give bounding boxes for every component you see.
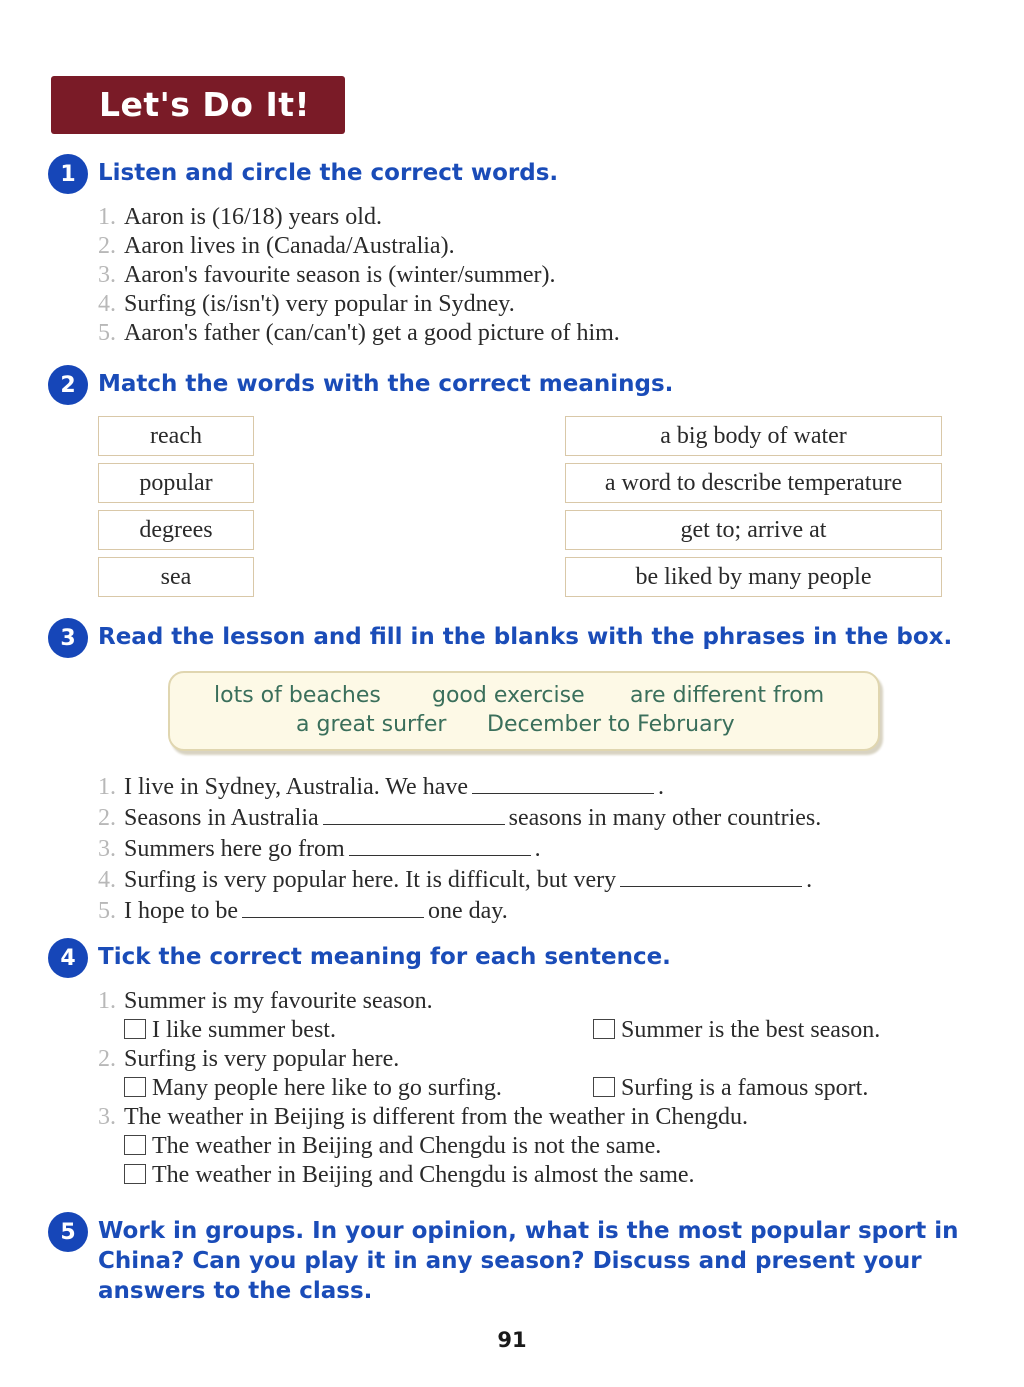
section-title: Listen and circle the correct words. (98, 160, 559, 186)
section-title: Read the lesson and fill in the blanks with the phrases in the box. (98, 624, 953, 650)
question-3: 3. The weather in Beijing is different from the weather in Chengdu. (98, 1104, 749, 1130)
section-3-header (48, 618, 952, 658)
section-4-header (48, 938, 671, 978)
checkbox[interactable] (124, 1164, 146, 1184)
option-1a[interactable]: I like summer best. (124, 1017, 336, 1044)
word-box: reach (98, 416, 254, 456)
list-item: 2. Aaron lives in (Canada/Australia). (98, 233, 455, 259)
list-item: 3. Summers here go from . (98, 833, 821, 864)
section-2-header (48, 365, 673, 405)
list-item: 4. Surfing is very popular here. It is difficult, but very . (98, 864, 821, 895)
lesson-banner: Let's Do It! (51, 76, 345, 134)
meaning-box: be liked by many people (565, 557, 942, 597)
word-box: degrees (98, 510, 254, 550)
phrase: a great surfer (296, 712, 447, 737)
option-2b[interactable]: Surfing is a famous sport. (593, 1075, 868, 1102)
section-number-badge: 1 (48, 154, 88, 194)
list-item: 1. I live in Sydney, Australia. We have . (98, 771, 821, 802)
checkbox[interactable] (593, 1077, 615, 1097)
option-1b[interactable]: Summer is the best season. (593, 1017, 880, 1044)
list-item: 5. Aaron's father (can/can't) get a good picture of him. (98, 320, 620, 346)
option-2a[interactable]: Many people here like to go surfing. (124, 1075, 502, 1102)
phrase: good exercise (432, 683, 585, 708)
question-2: 2. Surfing is very popular here. (98, 1046, 400, 1072)
blank-line[interactable] (620, 864, 802, 887)
checkbox[interactable] (124, 1019, 146, 1039)
phrase: are different from (630, 683, 825, 708)
section-5-header (48, 1212, 988, 1306)
blank-line[interactable] (349, 833, 531, 856)
question-1: 1. Summer is my favourite season. (98, 988, 433, 1014)
section-3-list (98, 771, 821, 926)
section-title: Work in groups. In your opinion, what is the most popular sport in China? Can you play it in any season? Discuss and present your answers to the class. (98, 1218, 959, 1304)
phrase-box (168, 671, 880, 751)
blank-line[interactable] (472, 771, 654, 794)
blank-line[interactable] (323, 802, 505, 825)
section-title: Match the words with the correct meanings. (98, 371, 674, 397)
phrase: lots of beaches (214, 683, 381, 708)
section-number-badge: 2 (48, 365, 88, 405)
section-number-badge: 4 (48, 938, 88, 978)
list-item: 5. I hope to be one day. (98, 895, 821, 926)
blank-line[interactable] (242, 895, 424, 918)
list-item: 2. Seasons in Australia seasons in many other countries. (98, 802, 821, 833)
page-number: 91 (497, 1328, 527, 1352)
option-3a[interactable]: The weather in Beijing and Chengdu is not the same. (124, 1133, 661, 1160)
list-item: 3. Aaron's favourite season is (winter/summer). (98, 262, 556, 288)
word-box: popular (98, 463, 254, 503)
meaning-box: a word to describe temperature (565, 463, 942, 503)
meaning-box: a big body of water (565, 416, 942, 456)
section-number-badge: 3 (48, 618, 88, 658)
list-item: 4. Surfing (is/isn't) very popular in Sydney. (98, 291, 515, 317)
checkbox[interactable] (593, 1019, 615, 1039)
checkbox[interactable] (124, 1077, 146, 1097)
section-1-header (48, 154, 558, 194)
phrase: December to February (487, 712, 735, 737)
option-3b[interactable]: The weather in Beijing and Chengdu is almost the same. (124, 1162, 695, 1189)
meaning-box: get to; arrive at (565, 510, 942, 550)
section-title: Tick the correct meaning for each sentence. (98, 944, 671, 970)
checkbox[interactable] (124, 1135, 146, 1155)
section-number-badge: 5 (48, 1212, 88, 1252)
word-box: sea (98, 557, 254, 597)
section-1-list (98, 203, 620, 348)
list-item: 1. Aaron is (16/18) years old. (98, 204, 382, 230)
